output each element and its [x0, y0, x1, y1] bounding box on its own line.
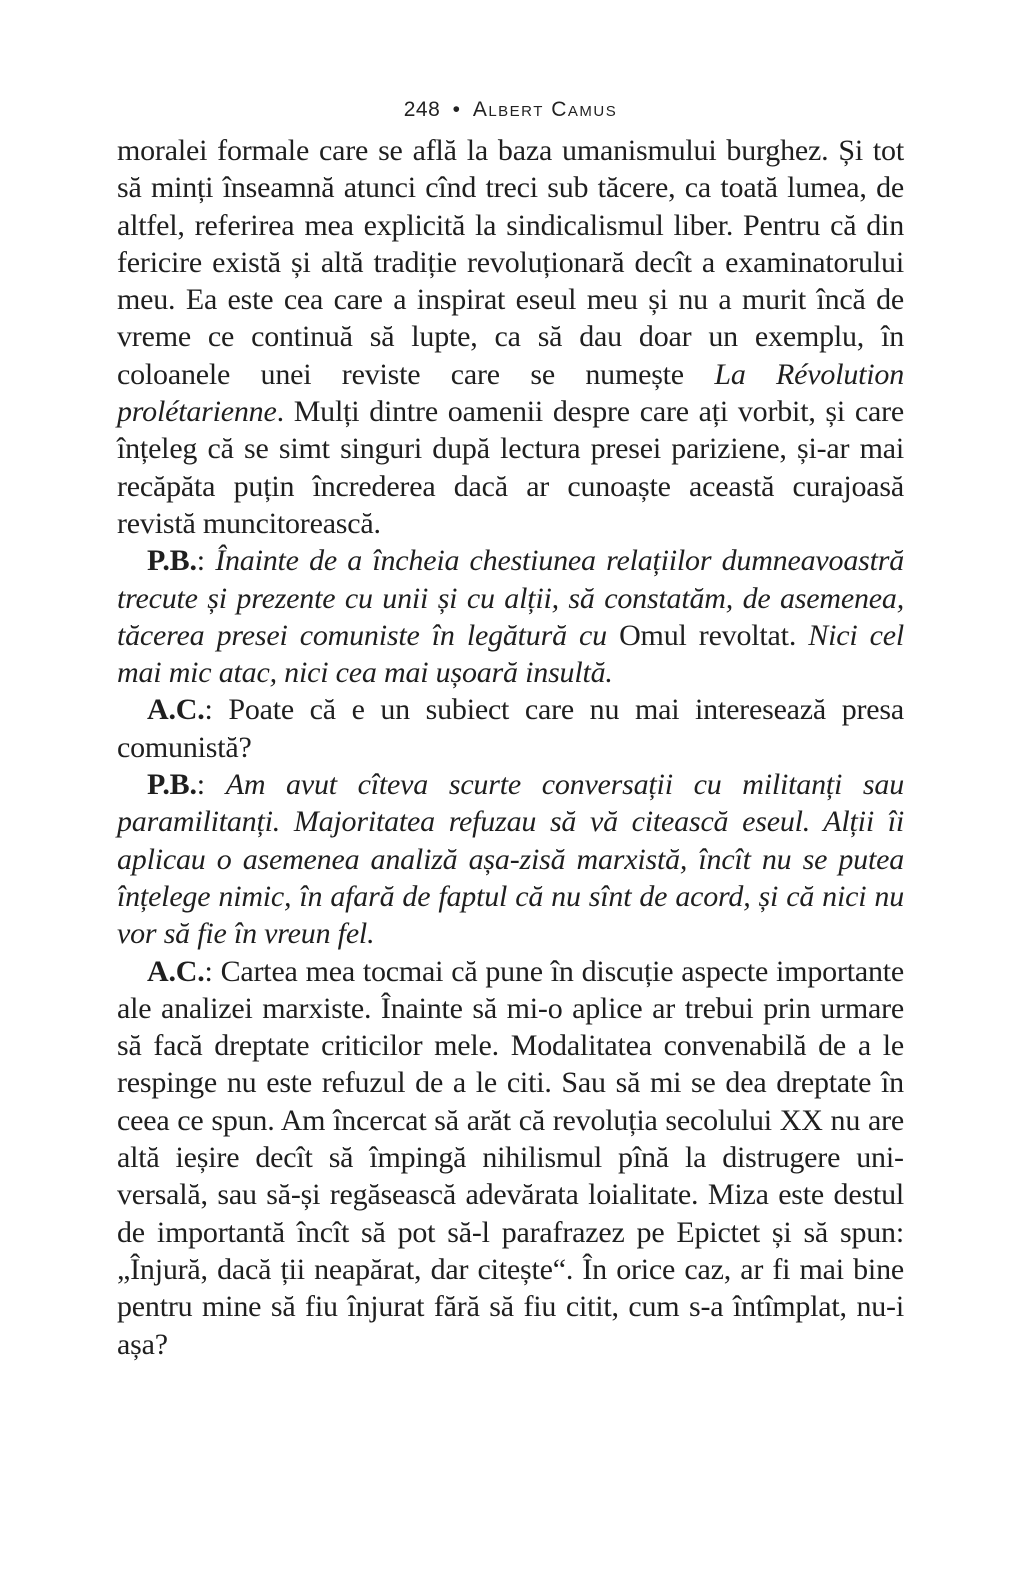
punctuation: .	[788, 618, 809, 652]
speaker-label: A.C.	[147, 954, 205, 988]
answer-text: Cartea mea tocmai că pune în discuție aspecte importante ale analizei marxiste. Înainte să mi-o aplice ar trebui prin urmare să facă dreptate criticilor mele. Modalitatea convenabilă de a le respinge nu este refuzul de a le citi. Sau să mi se dea dreptate în ceea ce spun. Am încercat să arăt că revoluția secolului XX nu are altă ieșire decît să împingă nihilismul pînă la distrugere universală, sau să-și regăsească adevărata loialitate. Miza este destul de importantă încît să pot să-l parafrazez pe Epictet și să spun: „Înjură, dacă ții neapărat, dar citește“. În orice caz, ar fi mai bine pentru mine să fiu înjurat fără să fiu citit, cum s-a întîmplat, nu-i așa?	[117, 954, 905, 1361]
book-title: Omul revoltat	[619, 618, 789, 652]
interviewer-question	[117, 542, 904, 691]
speaker-colon: :	[204, 954, 221, 988]
book-page	[117, 96, 904, 1363]
journal-title: La Révolution prolétarienne	[117, 357, 905, 429]
page-number: 248	[403, 98, 441, 121]
speaker-label: P.B.	[147, 544, 197, 578]
question-text: Am avut cîteva scurte conversații cu militanți sau paramilitanți. Majoritatea refuzau să vă citească eseul. Alții îi aplicau o asemenea analiză așa-zisă marxistă, încît nu se putea înțelege nimic, în afară de faptul că nu sînt de acord, și că nici nu vor să fie în vreun fel.	[117, 768, 904, 951]
author-answer	[117, 691, 904, 766]
paragraph-text: moralei formale care se află la baza umanismului burghez. Și tot să minți înseamnă atunci cînd treci sub tăcere, ca toată lumea, de altfel, referirea mea explicită la sindicalismul liber. Pentru că din fericire există și altă tradiție revoluționară decît a examinatorului meu. Ea este cea care a inspirat eseul meu și nu a murit încă de vreme ce continuă să lupte, ca să dau doar un exemplu, în coloanele unei reviste care se numește	[117, 134, 904, 391]
speaker-label: A.C.	[147, 693, 205, 727]
header-separator: •	[452, 98, 461, 121]
paragraph-continuation	[117, 132, 904, 542]
question-text: Înainte de a încheia chestiunea relațiilor dumneavoastră trecute și prezente cu unii și cu alții, să constatăm, de asemenea, tăcerea presei comuniste în legătură cu	[117, 544, 904, 652]
interviewer-question	[117, 766, 904, 952]
question-text: Nici cel mai mic atac, nici cea mai ușoară insultă.	[117, 618, 904, 690]
speaker-colon: :	[196, 768, 226, 802]
running-head	[117, 96, 904, 132]
answer-text: Poate că e un subiect care nu mai interesează presa comunistă?	[117, 693, 904, 764]
body-text	[117, 132, 904, 1363]
running-head-author: Albert Camus	[472, 98, 618, 121]
speaker-colon: :	[204, 693, 229, 727]
speaker-label: P.B.	[147, 768, 197, 802]
author-answer	[117, 953, 904, 1363]
paragraph-text: . Mulți dintre oamenii despre care ați vorbit, și care înțeleg că se simt singuri după lectura presei pariziene, și-ar mai recăpăta puțin încrederea dacă ar cunoaște această curajoasă revistă muncitorească.	[117, 395, 904, 540]
speaker-colon: :	[196, 544, 216, 578]
